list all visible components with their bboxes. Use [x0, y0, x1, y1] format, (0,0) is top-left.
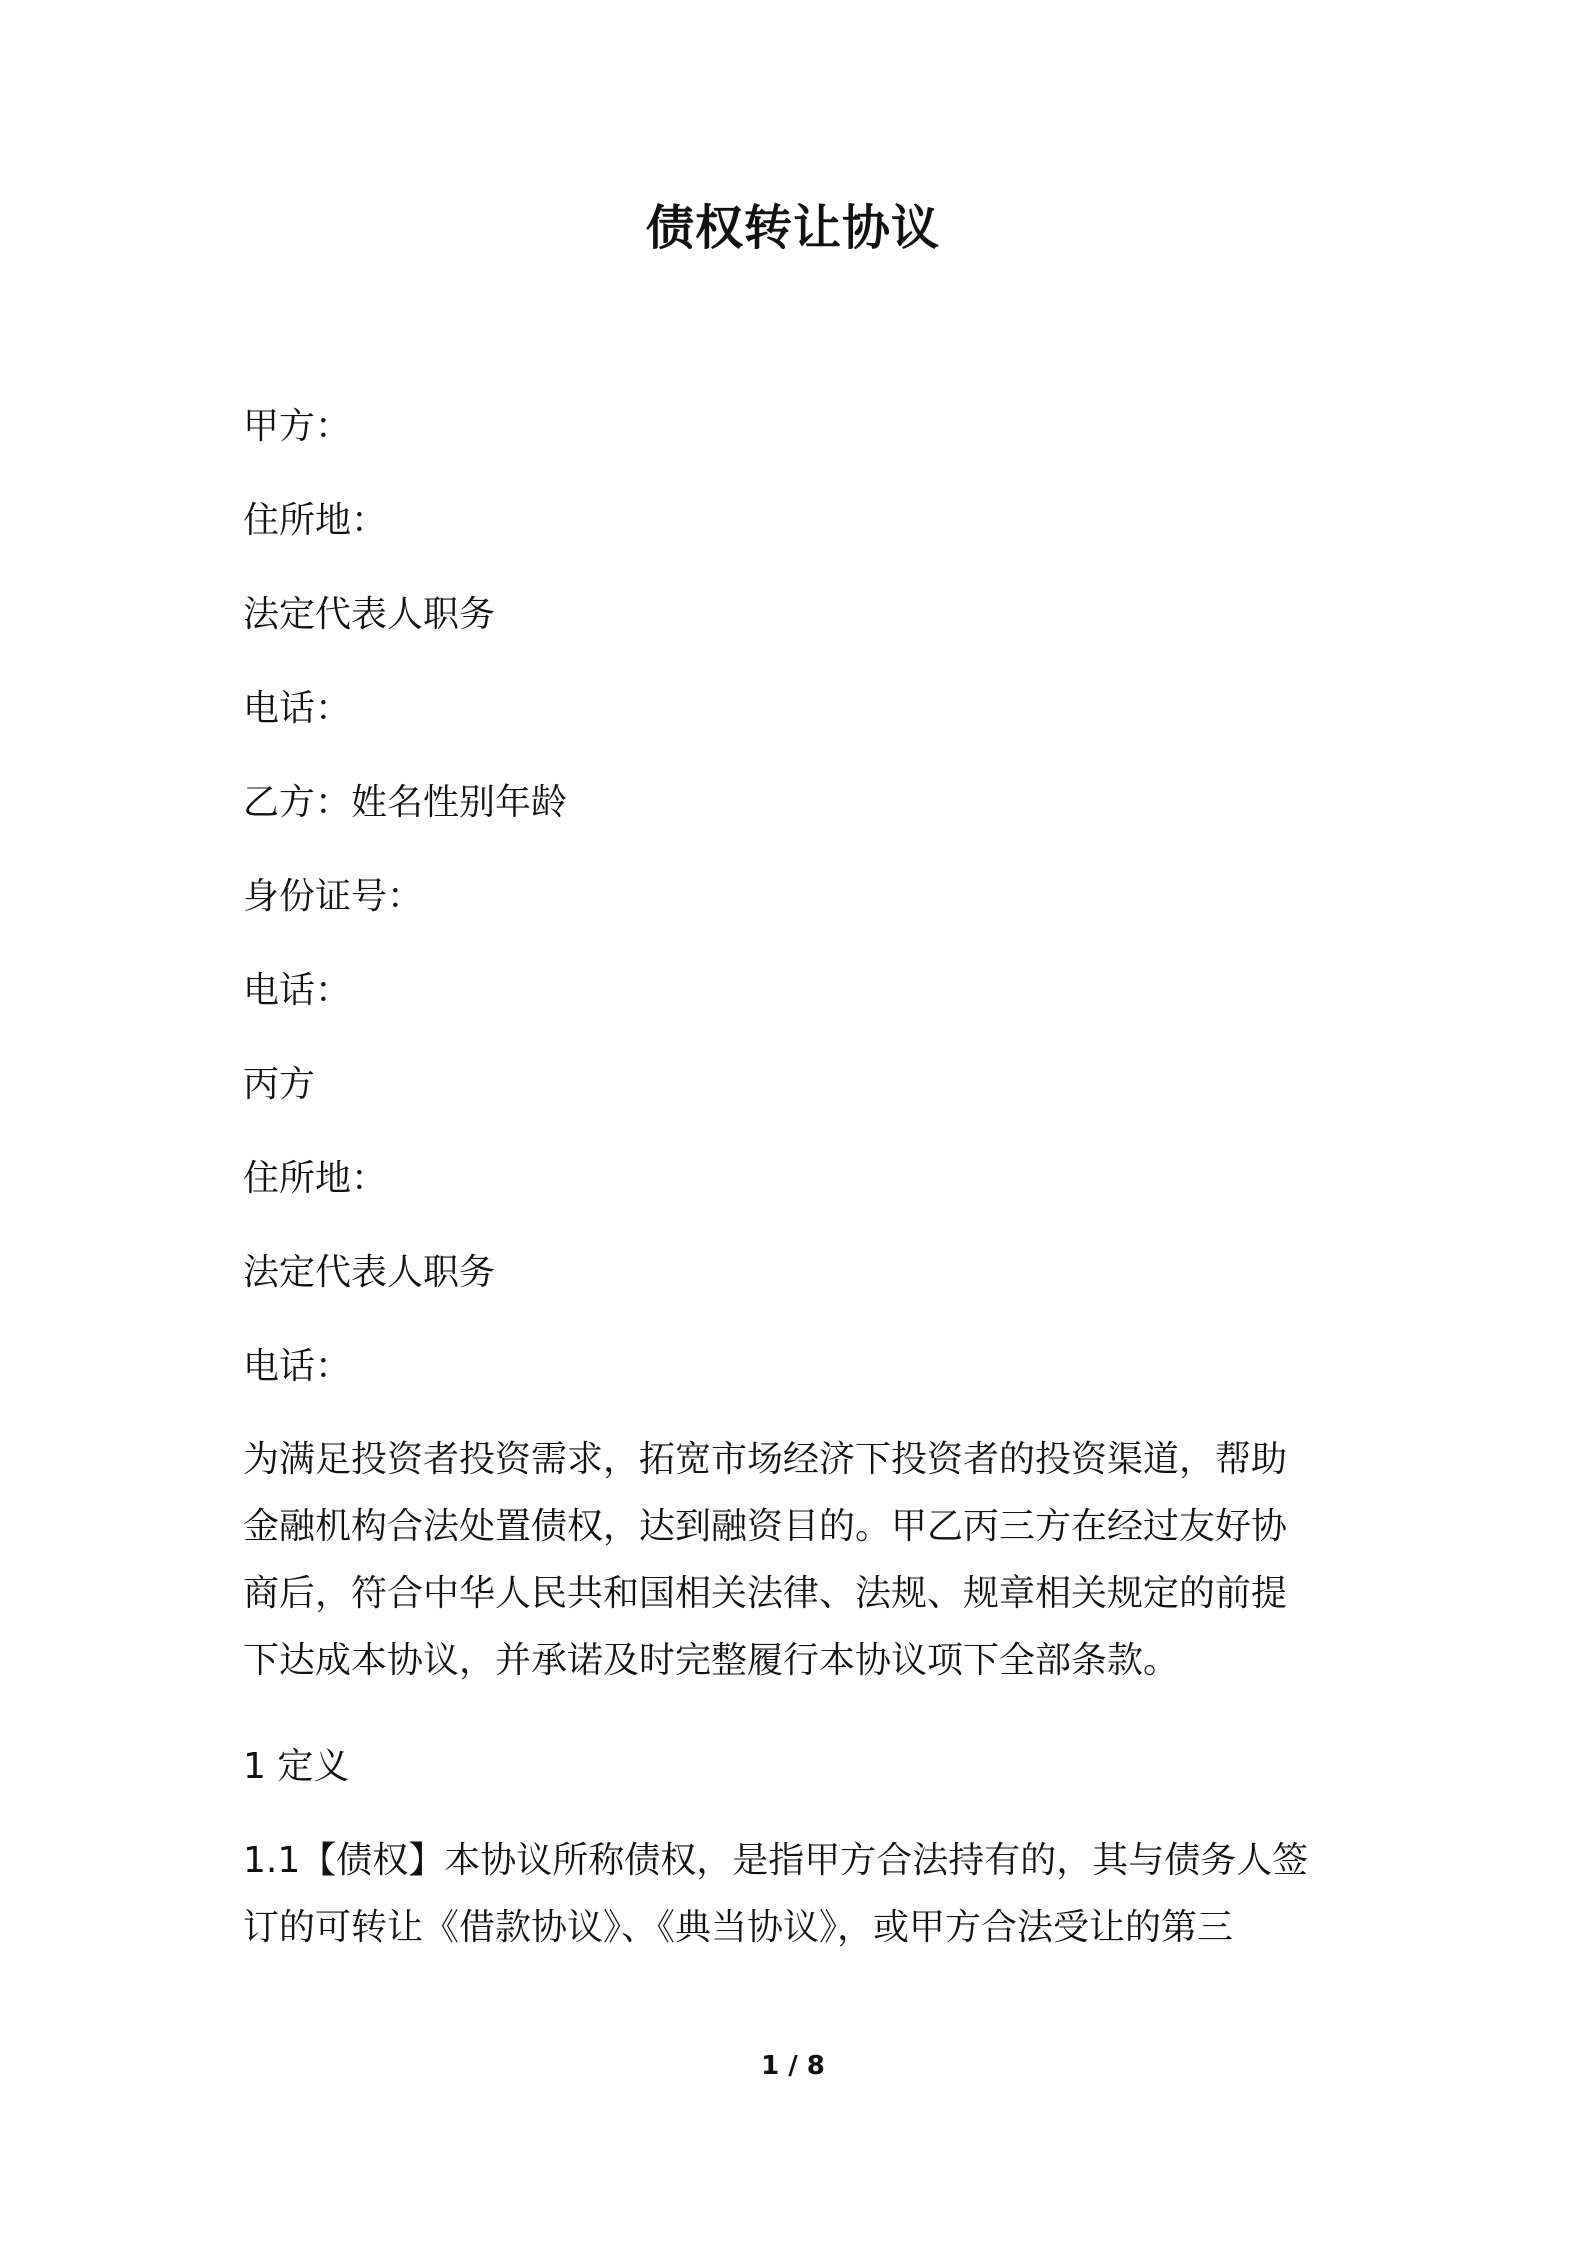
party-a-representative-label: 法定代表人职务 [243, 594, 496, 635]
preamble-line: 商后，符合中华人民共和国相关法律、法规、规章相关规定的前提 [243, 1573, 1288, 1614]
party-a-address-label: 住所地： [243, 500, 388, 541]
party-a-phone-label: 电话： [243, 688, 352, 729]
party-b-label: 乙方：姓名性别年龄 [243, 782, 568, 823]
party-b-phone-label: 电话： [243, 970, 352, 1011]
preamble-line: 下达成本协议，并承诺及时完整履行本协议项下全部条款。 [243, 1640, 1180, 1681]
party-c-phone-label: 电话： [243, 1346, 352, 1387]
preamble-paragraph [243, 1426, 1353, 1694]
party-a-label: 甲方： [243, 406, 352, 447]
preamble-line: 为满足投资者投资需求，拓宽市场经济下投资者的投资渠道，帮助 [243, 1439, 1288, 1480]
preamble-line: 金融机构合法处置债权，达到融资目的。甲乙丙三方在经过友好协 [243, 1506, 1288, 1547]
party-c-label: 丙方 [243, 1064, 316, 1105]
page-number: 1 / 8 [761, 2051, 825, 2081]
party-c-address-label: 住所地： [243, 1158, 388, 1199]
party-b-id-label: 身份证号： [243, 876, 424, 917]
clause-line: 1.1【债权】本协议所称债权，是指甲方合法持有的，其与债务人签 [243, 1840, 1309, 1881]
section-heading: 1 定义 [243, 1746, 350, 1787]
party-c-representative-label: 法定代表人职务 [243, 1252, 496, 1293]
clause-paragraph [243, 1827, 1353, 1961]
document-title: 债权转让协议 [645, 200, 940, 256]
clause-line: 订的可转让《借款协议》、《典当协议》，或甲方合法受让的第三 [243, 1907, 1234, 1948]
